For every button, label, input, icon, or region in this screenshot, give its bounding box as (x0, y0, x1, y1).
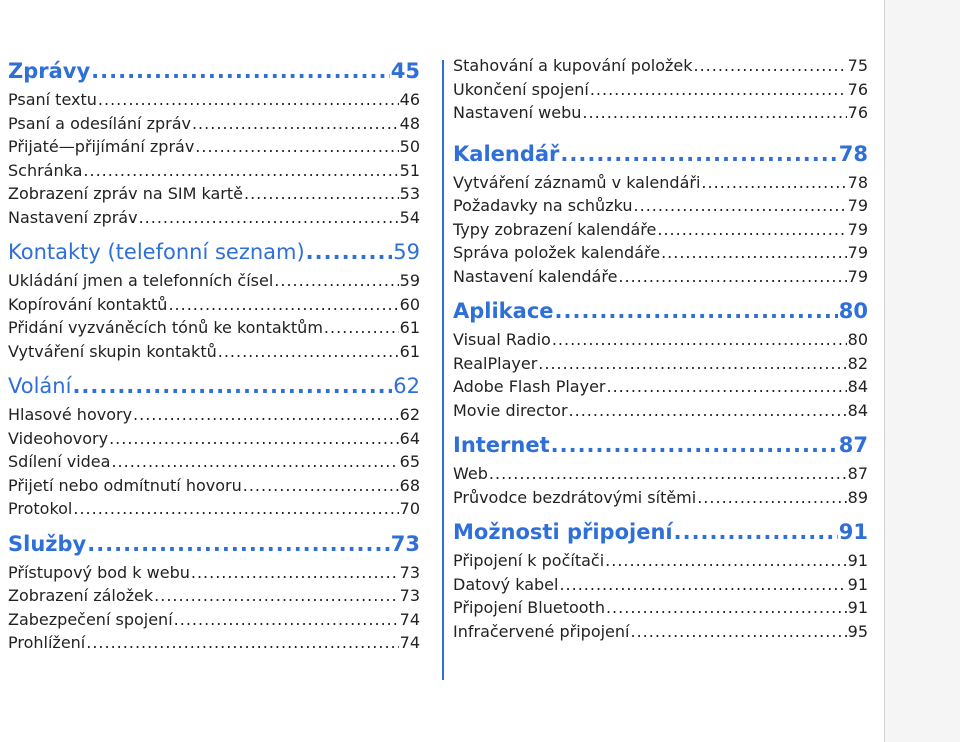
toc-leader (606, 596, 847, 620)
toc-leader (538, 352, 846, 376)
toc-leader (630, 620, 846, 644)
toc-leader (605, 549, 846, 573)
toc-page: 79 (847, 219, 868, 239)
toc-leader (694, 54, 847, 78)
toc-page: 62 (399, 405, 420, 424)
toc-title: Internet (453, 433, 550, 457)
toc-entry[interactable] (453, 171, 868, 195)
toc-page: 75 (847, 56, 868, 75)
toc-page: 76 (847, 79, 868, 99)
toc-page: 73 (399, 562, 420, 582)
toc-title: Připojení k počítači (453, 551, 605, 570)
toc-page: 80 (847, 330, 868, 349)
toc-page: 79 (847, 243, 868, 262)
toc-title: RealPlayer (453, 353, 538, 373)
toc-title: Ukončení spojení (453, 79, 589, 99)
toc-leader (195, 135, 398, 159)
toc-page: 62 (393, 374, 420, 398)
toc-leader (555, 294, 838, 328)
page-edge-strip (884, 0, 960, 742)
toc-entry[interactable] (453, 620, 868, 644)
toc-leader (139, 206, 399, 230)
toc-leader (86, 631, 398, 655)
toc-title: Zprávy (8, 59, 91, 83)
toc-page: 91 (838, 520, 868, 544)
toc-entry[interactable] (453, 54, 868, 78)
toc-title: Nastavení webu (453, 103, 582, 122)
toc-entry[interactable] (8, 403, 420, 427)
toc-entry[interactable] (453, 194, 868, 218)
toc-title: Kalendář (453, 141, 560, 166)
toc-page: 65 (399, 452, 420, 471)
toc-title: Schránka (8, 160, 83, 180)
toc-heading-aplikace[interactable] (453, 294, 868, 328)
toc-heading-sluzby[interactable] (8, 527, 420, 561)
toc-page: 80 (838, 299, 868, 323)
toc-page: 79 (847, 196, 868, 215)
toc-leader (551, 428, 838, 462)
toc-page: 95 (847, 621, 868, 641)
toc-entry[interactable] (8, 561, 420, 585)
toc-page: 64 (399, 428, 420, 448)
toc-entry[interactable] (8, 88, 420, 112)
toc-page: 82 (847, 353, 868, 373)
toc-title: Ukládání jmen a telefonních čísel (8, 271, 274, 290)
toc-page: 60 (399, 294, 420, 314)
toc-leader (109, 427, 399, 451)
toc-title: Web (453, 464, 488, 483)
toc-leader (560, 137, 837, 171)
toc-title: Zobrazení zpráv na SIM kartě (8, 184, 243, 203)
toc-title: Stahování a kupování položek (453, 56, 693, 75)
toc-title: Požadavky na schůzku (453, 196, 633, 215)
toc-title: Videohovory (8, 428, 109, 448)
toc-entry[interactable] (453, 101, 868, 125)
toc-entry[interactable] (8, 269, 420, 293)
toc-page: 50 (399, 137, 420, 156)
toc-title: Hlasové hovory (8, 405, 133, 424)
toc-title: Nastavení kalendáře (453, 266, 618, 286)
toc-leader (661, 241, 847, 265)
toc-heading-kalendar[interactable] (453, 137, 868, 171)
toc-entry[interactable] (8, 608, 420, 632)
toc-entry[interactable] (453, 352, 868, 376)
toc-leader (168, 293, 398, 317)
toc-page: 70 (399, 499, 420, 518)
toc-page: 54 (399, 207, 420, 227)
toc-entry[interactable] (453, 78, 868, 102)
toc-leader (73, 497, 398, 521)
toc-leader (274, 269, 398, 293)
toc-entry[interactable] (8, 316, 420, 340)
toc-entry[interactable] (8, 450, 420, 474)
toc-title: Možnosti připojení (453, 520, 673, 544)
toc-entry[interactable] (8, 159, 420, 183)
toc-title: Služby (8, 531, 87, 556)
toc-title: Visual Radio (453, 330, 551, 349)
toc-page: 78 (838, 141, 868, 166)
toc-title: Vytváření skupin kontaktů (8, 341, 217, 361)
toc-page: 89 (847, 487, 868, 507)
toc-page: 51 (399, 160, 420, 180)
toc-leader (306, 235, 393, 269)
toc-leader (590, 78, 847, 102)
toc-entry[interactable] (8, 474, 420, 498)
toc-page: 76 (847, 103, 868, 122)
toc-title: Zobrazení záložek (8, 586, 154, 605)
toc-leader (191, 561, 399, 585)
toc-page: 68 (399, 475, 420, 495)
toc-entry[interactable] (453, 265, 868, 289)
toc-title: Připojení Bluetooth (453, 598, 605, 617)
toc-title: Aplikace (453, 299, 554, 323)
toc-page: 73 (390, 531, 420, 556)
toc-leader (72, 369, 392, 403)
toc-column-left (8, 54, 420, 655)
toc-leader (87, 527, 390, 561)
toc-leader (133, 403, 399, 427)
toc-leader (243, 474, 399, 498)
toc-leader (174, 608, 399, 632)
toc-title: Sdílení videa (8, 452, 111, 471)
toc-page: 91 (847, 574, 868, 594)
toc-leader (111, 450, 398, 474)
toc-entry[interactable] (453, 486, 868, 510)
toc-column-right (453, 54, 868, 643)
toc-entry[interactable] (8, 340, 420, 364)
toc-heading-volani[interactable] (8, 369, 420, 403)
toc-leader (324, 316, 399, 340)
toc-title: Infračervené připojení (453, 621, 630, 641)
toc-entry[interactable] (453, 241, 868, 265)
toc-leader (607, 375, 847, 399)
toc-leader (489, 462, 847, 486)
toc-title: Psaní textu (8, 90, 97, 109)
toc-entry[interactable] (453, 596, 868, 620)
toc-page: 46 (399, 90, 420, 109)
toc-leader (83, 159, 398, 183)
toc-title: Protokol (8, 499, 73, 518)
toc-entry[interactable] (453, 328, 868, 352)
toc-page: 61 (399, 318, 420, 337)
toc-page: 53 (399, 184, 420, 203)
toc-leader (98, 88, 399, 112)
toc-page: 74 (399, 609, 420, 629)
toc-page: 73 (399, 586, 420, 605)
toc-title: Nastavení zpráv (8, 207, 138, 227)
toc-title: Správa položek kalendáře (453, 243, 661, 262)
toc-leader (552, 328, 847, 352)
toc-entry[interactable] (453, 218, 868, 242)
toc-page: 91 (847, 598, 868, 617)
toc-title: Typy zobrazení kalendáře (453, 219, 657, 239)
toc-title: Přijaté—přijímání zpráv (8, 137, 195, 156)
toc-entry[interactable] (8, 182, 420, 206)
toc-entry[interactable] (8, 293, 420, 317)
toc-page: 74 (399, 633, 420, 652)
toc-title: Kontakty (telefonní seznam) (8, 240, 305, 264)
toc-title: Kopírování kontaktů (8, 294, 168, 314)
toc-title: Prohlížení (8, 633, 86, 652)
toc-page: 87 (847, 464, 868, 483)
toc-page: 79 (847, 266, 868, 286)
toc-title: Přístupový bod k webu (8, 562, 190, 582)
toc-leader (192, 112, 399, 136)
toc-page: 91 (847, 551, 868, 570)
toc-title: Movie director (453, 400, 568, 420)
toc-heading-moznosti-pripojeni[interactable] (453, 515, 868, 549)
toc-leader (618, 265, 846, 289)
toc-page: 59 (399, 271, 420, 290)
toc-title: Volání (8, 374, 72, 398)
toc-heading-zpravy[interactable] (8, 54, 420, 88)
toc-entry[interactable] (453, 462, 868, 486)
toc-entry[interactable] (453, 399, 868, 423)
toc-leader (582, 101, 846, 125)
toc-entry[interactable] (8, 497, 420, 521)
toc-page: 59 (393, 240, 420, 264)
toc-leader (674, 515, 838, 549)
toc-title: Průvodce bezdrátovými sítěmi (453, 487, 697, 507)
toc-title: Vytváření záznamů v kalendáři (453, 172, 701, 192)
toc-entry[interactable] (453, 549, 868, 573)
toc-leader (154, 584, 398, 608)
toc-leader (569, 399, 847, 423)
toc-page: 84 (847, 377, 868, 396)
toc-entry[interactable] (8, 135, 420, 159)
toc-entry[interactable] (8, 631, 420, 655)
toc-leader (244, 182, 399, 206)
toc-leader (701, 171, 846, 195)
toc-page: 87 (838, 433, 868, 457)
toc-leader (657, 218, 846, 242)
toc-entry[interactable] (8, 112, 420, 136)
toc-leader (559, 573, 846, 597)
toc-title: Přidání vyzváněcích tónů ke kontaktům (8, 318, 323, 337)
toc-leader (91, 54, 390, 88)
toc-title: Adobe Flash Player (453, 377, 606, 396)
toc-page: 78 (847, 172, 868, 192)
toc-heading-kontakty[interactable] (8, 235, 420, 269)
toc-entry[interactable] (453, 573, 868, 597)
toc-leader (218, 340, 399, 364)
toc-title: Psaní a odesílání zpráv (8, 113, 191, 133)
toc-entry[interactable] (8, 584, 420, 608)
toc-page: 48 (399, 113, 420, 133)
toc-title: Přijetí nebo odmítnutí hovoru (8, 475, 242, 495)
toc-leader (697, 486, 846, 510)
toc-heading-internet[interactable] (453, 428, 868, 462)
toc-entry[interactable] (453, 375, 868, 399)
toc-entry[interactable] (8, 206, 420, 230)
toc-page: 61 (399, 341, 420, 361)
column-divider (442, 60, 444, 680)
toc-page: 45 (390, 59, 420, 83)
toc-page: 84 (847, 400, 868, 420)
toc-leader (634, 194, 847, 218)
toc-title: Zabezpečení spojení (8, 609, 173, 629)
toc-title: Datový kabel (453, 574, 559, 594)
toc-entry[interactable] (8, 427, 420, 451)
